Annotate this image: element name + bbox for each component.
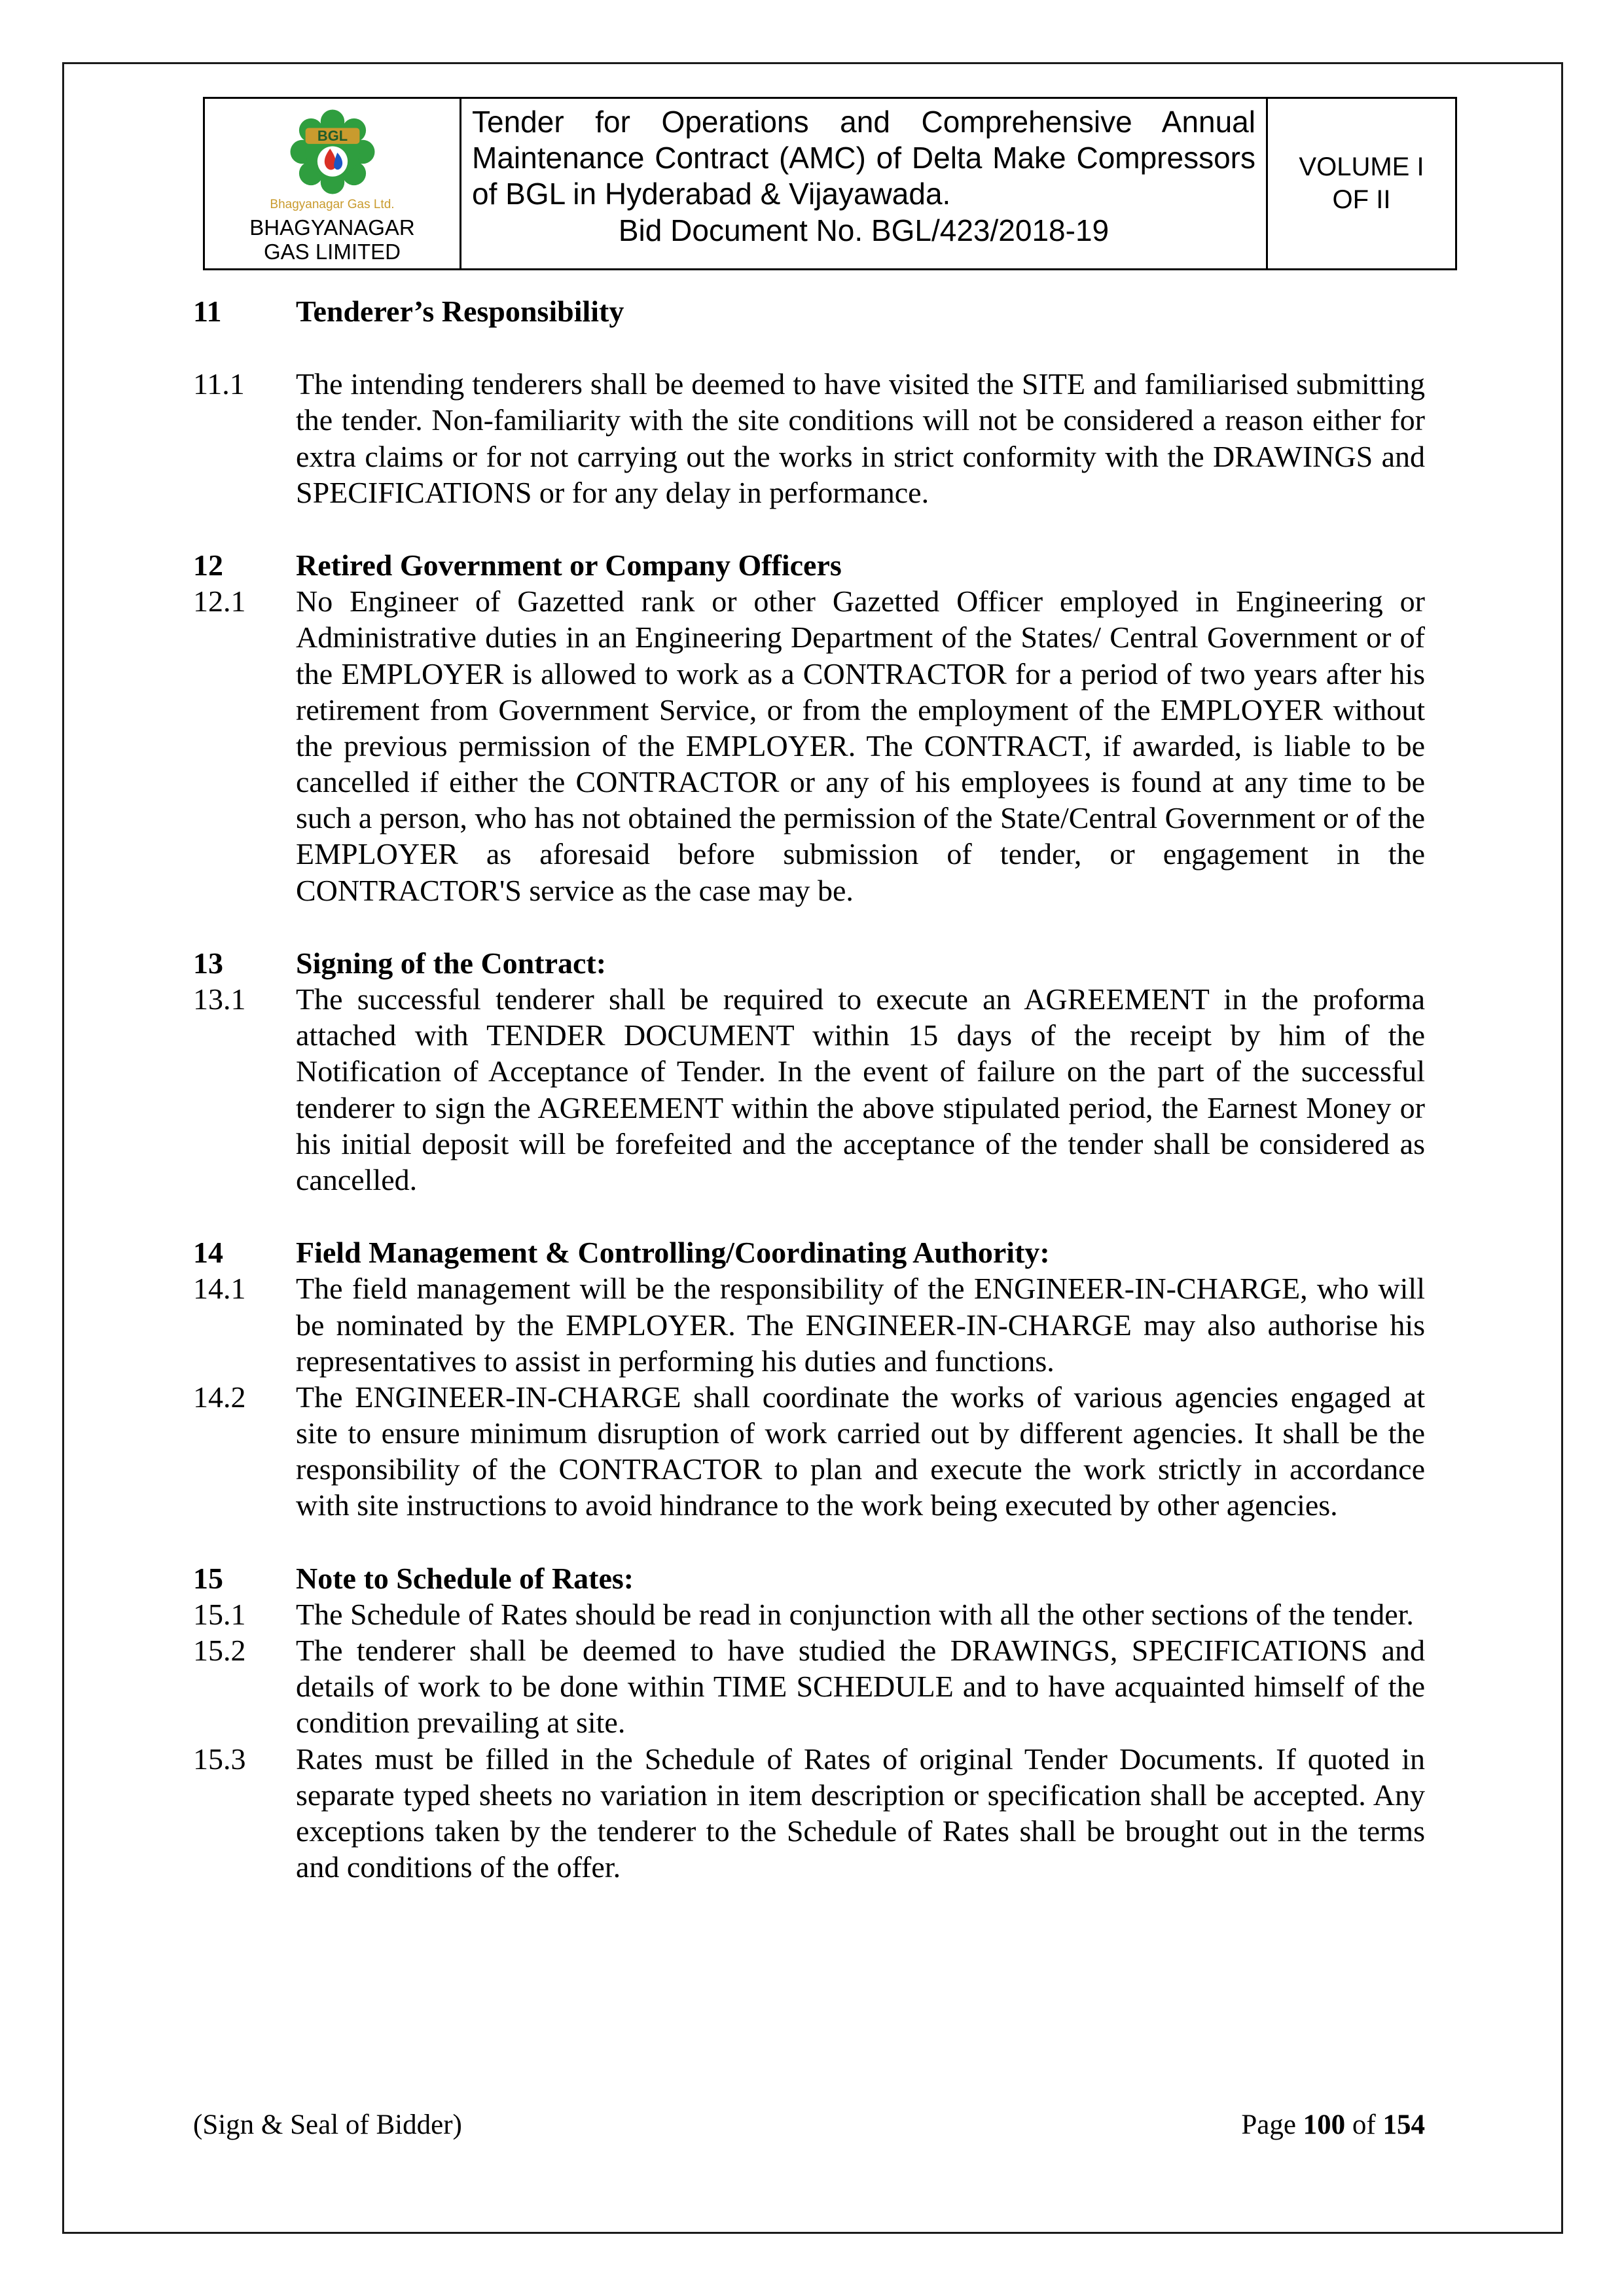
header-table — [203, 97, 1457, 270]
clause-text: The ENGINEER-IN-CHARGE shall coordinate the works of various agencies engaged at site to ensure minimum disruption of work carried out by different agencies. It shall be the responsibility of the CONTRACTOR to plan and execute the work strictly in accordance with site instructions to avoid hindrance to the work being executed by other agencies. — [296, 1380, 1425, 1522]
clause-text: The successful tenderer shall be required to execute an AGREEMENT in the proforma attached with TENDER DOCUMENT within 15 days of the receipt by him of the Notification of Acceptance of Tender. In the event of failure on the part of the successful tenderer to sign the AGREEMENT within the above stipulated period, the Earnest Money or his initial deposit will be forefeited and the acceptance of the tender shall be considered as cancelled. — [296, 982, 1425, 1196]
page-number: 100 — [1303, 2109, 1346, 2140]
clause-number: 15.3 — [193, 1742, 246, 1776]
page-total: 154 — [1382, 2109, 1425, 2140]
bid-document-number: Bid Document No. BGL/423/2018-19 — [618, 213, 1110, 247]
document-body — [193, 293, 1425, 1885]
clause-text: No Engineer of Gazetted rank or other Gazetted Officer employed in Engineering or Administrative duties in an Engineering Department of the States/ Central Government or of the EMPLOYER is allowed to work as a CONTRACTOR for a period of two years after his retirement from Government Service, or from the employment of the EMPLOYER without the previous permission of the EMPLOYER. The CONTRACT, if awarded, is liable to be cancelled if either the CONTRACTOR or any of his employees is found at any time to be such a person, who has not obtained the permission of the State/Central Government or of the EMPLOYER as aforesaid before submission of tender, or engagement in the CONTRACTOR'S service as the case may be. — [296, 584, 1425, 907]
clause-text: The Schedule of Rates should be read in conjunction with all the other sections of the tender. — [296, 1597, 1414, 1631]
clause-number: 13.1 — [193, 982, 246, 1016]
title-cell — [461, 99, 1268, 268]
company-name: BHAGYANAGAR GAS LIMITED — [249, 215, 415, 264]
section-heading-15 — [193, 1560, 1425, 1596]
document-title: Tender for Operations and Comprehensive Annual Maintenance Contract (AMC) of Delta Make Compressors of BGL in Hyderabad & Vijayawada. — [472, 105, 1255, 211]
section-number: 12 — [193, 548, 223, 582]
clause-number: 14.1 — [193, 1272, 246, 1306]
section-title: Tenderer’s Responsibility — [296, 295, 624, 328]
section-number: 13 — [193, 946, 223, 980]
volume-cell — [1268, 99, 1455, 268]
section-title: Retired Government or Company Officers — [296, 548, 842, 582]
page-indicator — [1241, 2109, 1425, 2141]
sign-seal-note: (Sign & Seal of Bidder) — [193, 2109, 462, 2140]
section-number: 15 — [193, 1561, 223, 1595]
clause-number: 15.1 — [193, 1597, 246, 1631]
section-number: 11 — [193, 295, 222, 328]
clause-text: The field management will be the responsibility of the ENGINEER-IN-CHARGE, who will be nominated by the EMPLOYER. The ENGINEER-IN-CHARGE may also authorise his representatives to assist in performing his duties and functions. — [296, 1272, 1425, 1378]
clause-text: The intending tenderers shall be deemed to have visited the SITE and familiarised submitting the tender. Non-familiarity with the site conditions will not be considered a reason either for extra claims or for not carrying out the works in strict conformity with the DRAWINGS and SPECIFICATIONS or for any delay in performance. — [296, 367, 1425, 509]
page-footer — [193, 2109, 1425, 2141]
volume-line-1: VOLUME I — [1299, 152, 1424, 182]
clause-text: The tenderer shall be deemed to have studied the DRAWINGS, SPECIFICATIONS and details of work to be done within TIME SCHEDULE and to have acquainted himself of the condition prevailing at site. — [296, 1634, 1425, 1740]
clause-number: 14.2 — [193, 1380, 246, 1414]
of-label: of — [1352, 2109, 1376, 2140]
logo-cell — [205, 99, 461, 268]
clause-14-2 — [193, 1379, 1425, 1524]
clause-14-1 — [193, 1270, 1425, 1379]
clause-11-1 — [193, 366, 1425, 511]
section-heading-11 — [193, 293, 1425, 329]
section-title: Note to Schedule of Rates: — [296, 1561, 634, 1595]
section-heading-12 — [193, 547, 1425, 583]
clause-12-1 — [193, 583, 1425, 908]
clause-text: Rates must be filled in the Schedule of Rates of original Tender Documents. If quoted in separate typed sheets no variation in item description or specification shall be accepted. Any exceptions taken by the tenderer to the Schedule of Rates shall be brought out in the terms and conditions of the offer. — [296, 1742, 1425, 1884]
section-title: Signing of the Contract: — [296, 946, 607, 980]
clause-13-1 — [193, 981, 1425, 1198]
clause-number: 11.1 — [193, 367, 245, 401]
clause-number: 15.2 — [193, 1634, 246, 1667]
section-heading-13 — [193, 945, 1425, 981]
clause-number: 12.1 — [193, 584, 246, 619]
section-title: Field Management & Controlling/Coordinating Authority: — [296, 1236, 1050, 1270]
page-label: Page — [1241, 2109, 1296, 2140]
section-number: 14 — [193, 1236, 223, 1270]
clause-15-2 — [193, 1632, 1425, 1741]
section-heading-14 — [193, 1234, 1425, 1270]
logo-company-small: Bhagyanagar Gas Ltd. — [270, 198, 395, 211]
volume-line-2: OF II — [1332, 185, 1391, 215]
clause-15-3 — [193, 1741, 1425, 1886]
bgl-logo-icon — [285, 104, 380, 200]
logo-monogram: BGL — [317, 127, 348, 144]
clause-15-1 — [193, 1596, 1425, 1632]
